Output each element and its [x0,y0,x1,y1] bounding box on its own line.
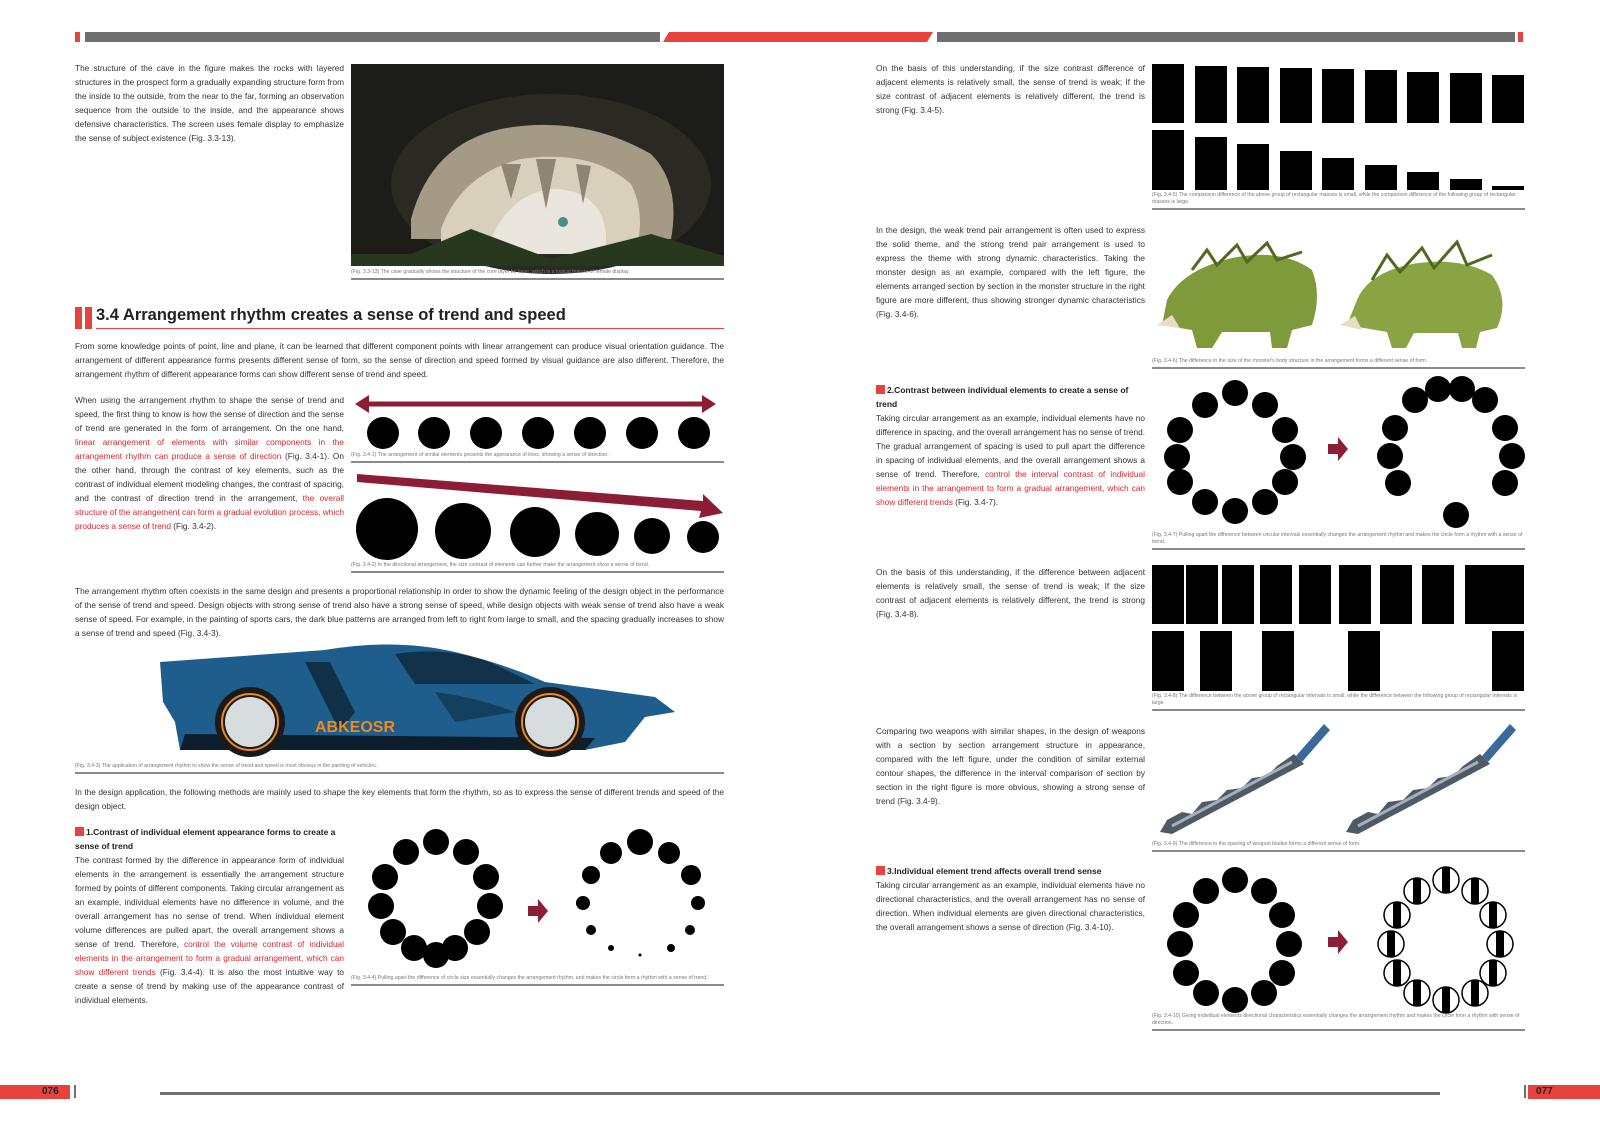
section-title-underline [96,328,724,329]
subsection-3-title: 3.Individual element trend affects overall trend sense [876,864,1151,878]
fig-3-4-8-caption: (Fig. 3.4-8) The difference between the above group of rectangular intervals is small, while the difference between the following group of rectangular intervals is large. [1152,693,1525,711]
fig-3-4-2-caption: (Fig. 3.4-2) In the directional arrangement, the size contrast of elements can further make the arrangement show a sense of trend. [351,562,724,573]
methods-paragraph: In the design application, the following methods are mainly used to shape the key elements that form the rhythm, so as to express the sense of different trends and speed of the design object. [75,787,724,811]
intro-paragraph: The structure of the cave in the figure makes the rocks with layered structures in the prospect form a gradually expanding structure form from the inside to the outside, from the near to the far, forming an observation sequence from the outside to the inside, and the appearance shows defensive characteristics. The screen uses female display to emphasize the sense of subject existence (Fig. 3.3-13). [75,63,344,143]
fig-3-4-1-diagram [351,392,724,452]
section-marker [75,307,82,329]
footer-tick-left [74,1085,76,1098]
fig-3-4-8-diagram [1152,565,1525,692]
top-rule-right [937,32,1515,42]
top-rule-center [663,32,933,42]
subsection-1-text: The contrast formed by the difference in appearance form of individual elements in the arrangement is essentially the arrangement structure formed by points of different components. Taking circular arrangement as an example, individual elements have no difference in volume, and the overall arrangement has no sense of trend. When individual element volume differences are pulled apart, the overall arrangement shows a sense of trend. Therefore, control the volume contrast of individual elements in the arrangement to form a gradual arrangement, which can show different trends (Fig. 3.4-4). It is also the most intuitive way to create a sense of trend by making use of the appearance contrast of individual elements. [75,855,345,1005]
speed-paragraph: The arrangement rhythm often coexists in the same design and presents a proportional relationship in order to show the dynamic feeling of the design object in the performance of the sense of trend and speed. Design objects with strong sense of trend also have a strong sense of speed, while design objects with weak sense of trend also have a weak sense of speed. For example, in the painting of sports cars, the dark blue patterns are arranged from left to right from large to small, and the spacing gradually increases to show a sense of trend and speed (Fig. 3.4-3). [75,586,724,638]
section-intro: From some knowledge points of point, line and plane, it can be learned that different component points with linear arrangement can produce visual orientation guidance. The arrangement of different appearance forms presents different sense of form, so the sense of direction and speed formed by visual guidance are also different. Therefore, the arrangement rhythm of different appearance forms can show different sense of trend and speed. [75,341,724,379]
page-number-left: 076 [0,1085,70,1099]
section-title: 3.4 Arrangement rhythm creates a sense of trend and speed [96,306,566,324]
page-number-right: 077 [1528,1085,1600,1099]
fig-3-4-7-caption: (Fig. 3.4-7) Pulling apart the difference between circular intervals essentially changes the arrangement rhythm and makes the circle form a rhythm with a sense of trend. [1152,532,1525,550]
fig-3-4-10-diagram [1152,862,1525,1012]
fig-3-4-5-caption: (Fig. 3.4-5) The comparison difference of the above group of rectangular masses is small, while the comparison difference of the following group of rectangular masses is large. [1152,192,1525,210]
cave-illustration [351,64,724,266]
subsection-2-text: Taking circular arrangement as an example, individual elements have no difference in spacing, and the overall arrangement has no sense of trend. The gradual arrangement of spacing is used to pull apart the difference in spacing of individual elements, and the overall arrangement shows a sense of trend. Therefore, control the interval contrast of individual elements in the arrangement to form a gradual arrangement, which can show different trends (Fig. 3.4-7). [876,413,1145,507]
right-para-3: On the basis of this understanding, if the difference between adjacent elements is relatively small, the sense of trend is weak; If the size contrast of adjacent elements is relatively different, the trend is strong (Fig. 3.4-8). [876,567,1145,619]
monster-illustrations [1152,240,1525,355]
fig-3-4-5-diagram [1152,64,1525,191]
footer-tick-right [1524,1085,1526,1098]
fig-3-4-10-caption: (Fig. 3.4-10) Giving individual elements directional characteristics essentially changes the arrangement rhythm and makes the circle form a rhythm with sense of direction. [1152,1013,1525,1031]
fig-3-4-4-diagram [351,820,724,970]
right-para-2: In the design, the weak trend pair arrangement is often used to express the solid theme, and the strong trend pair arrangement is used to express the theme with strong dynamic characteristics. Taking the monster design as an example, compared with the left figure, the elements arranged section by section in the monster structure in the right figure are more different, thus showing stronger dynamic characteristics (Fig. 3.4-6). [876,225,1145,319]
weapon-illustrations [1152,722,1525,840]
sports-car-illustration [155,642,680,762]
top-right-accent [1518,32,1523,42]
top-rule-left [85,32,660,42]
fig-3-4-6-caption: (Fig. 3.4-6) The difference in the size of the monster's body structure in the arrangement forms a different sense of form. [1152,358,1525,369]
subsection-2-title: 2.Contrast between individual elements to create a sense of trend [876,385,1129,409]
fig-3-4-4-caption: (Fig. 3.4-4) Pulling apart the difference of circle size essentially changes the arrangement rhythm, and makes the circle form a rhythm with a sense of trend. [351,975,724,986]
fig-3-4-7-diagram [1152,380,1525,530]
fig-3-4-3-caption: (Fig. 3.4-3) The application of arrangement rhythm to show the sense of trend and speed is most obvious in the painting of vehicles. [75,763,724,774]
fig-3-4-2-diagram [351,474,724,562]
footer-rule [160,1092,1440,1095]
car-logo-lettering: ABKEOSR [315,719,396,736]
trend-paragraph: When using the arrangement rhythm to shape the sense of trend and speed, the first thing to know is how the sense of direction and the sense of trend are generated in the form of arrangement. On the one hand, linear arrangement of elements with similar components in the arrangement rhythm can produce a sense of direction (Fig. 3.4-1). On the other hand, through the contrast of key elements, such as the contrast of individual element modeling changes, the contrast of spacing, and the contrast of direction trend in the arrangement, the overall structure of the arrangement can form a gradual evolution process, which produces a sense of trend (Fig. 3.4-2). [75,395,345,531]
fig-3-3-13-caption: (Fig. 3.3-13) The cave gradually shows the structure of the core layer by layer, which is a typical feature of female display. [351,269,724,280]
right-para-4: Comparing two weapons with similar shapes, in the design of weapons with a section by section arrangement structure in appearance, compared with the left figure, under the condition of similar external contour shapes, the difference in the interval comparison of section by section in the right figure is more obvious, showing a strong sense of trend (Fig. 3.4-9). [876,726,1145,806]
section-marker-2 [85,307,92,329]
subsection-3-text: Taking circular arrangement as an example, individual elements have no directional characteristics, and the overall arrangement has no sense of direction. When individual elements are given directional characteristics, the overall arrangement shows a sense of direction (Fig. 3.4-10). [876,880,1145,932]
fig-3-4-9-caption: (Fig. 3.4-9) The difference in the spacing of weapon blades forms a different sense of form. [1152,841,1525,852]
right-para-1: On the basis of this understanding, if the size contrast difference of adjacent elements is relatively small, the sense of trend is weak; If the size contrast of adjacent elements is relatively different, the trend is strong (Fig. 3.4-5). [876,63,1145,115]
subsection-1-title: 1.Contrast of individual element appearance forms to create a sense of trend [75,827,336,851]
fig-3-4-1-caption: (Fig. 3.4-1) The arrangement of similar elements presents the appearance of lines, showing a sense of direction. [351,452,724,463]
top-left-accent [75,32,80,42]
